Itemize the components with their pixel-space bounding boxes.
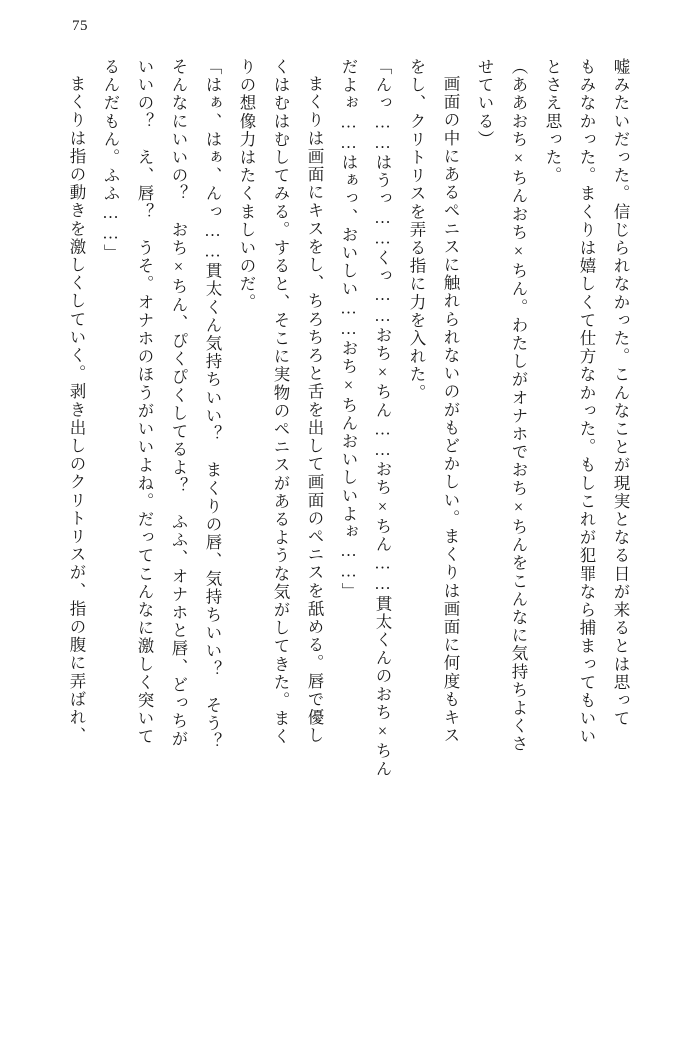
text-line: いいの？ え、唇？ うそ。オナホのほうがいいよね。だってこんなに激しく突いて [135,58,154,746]
text-line: せている） [475,58,494,149]
text-line: まくりは画面にキスをし、ちろちろと舌を出して画面のペニスを舐める。唇で優し [305,75,324,745]
text-line: 嘘みたいだった。信じられなかった。こんなことが現実となる日が来るとは思って [611,58,630,728]
text-line: （ああおち×ちんおち×ちん。わたしがオナホでおち×ちんをこんなに気持ちよくさ [509,58,528,754]
text-line: くはむはむしてみる。すると、そこに実物のペニスがあるような気がしてきた。まく [271,58,290,746]
page-number: 75 [72,18,88,34]
text-line: 「はぁ、はぁ、んっ……貫太くん気持ちいい？ まくりの唇、気持ちいい？ そう？ [203,58,222,751]
text-line: だよぉ……はぁっ、おいしい……おち×ちんおいしいよぉ……」 [339,58,358,601]
text-line: をし、クリトリスを弄る指に力を入れた。 [407,58,426,402]
text-line: とさえ思った。 [543,58,562,185]
text-line: もみなかった。まくりは嬉しくて仕方なかった。もしこれが犯罪なら捕まってもいい [577,58,596,746]
text-line: まくりは指の動きを激しくしていく。剥き出しのクリトリスが、指の腹に弄ばれ、 [67,75,86,745]
vertical-text-body [56,58,637,1022]
text-line: 「んっ……はうっ……くっ……おち×ちん……おち×ちん……貫太くんのおち×ちん [373,58,392,779]
text-line: るんだもん。ふふ……」 [101,58,120,263]
text-line: 画面の中にあるペニスに触れられないのがもどかしい。まくりは画面に何度もキス [441,75,460,745]
text-line: りの想像力はたくましいのだ。 [237,58,256,312]
text-line: そんなにいいの？ おち×ちん、ぴくぴくしてるよ？ ふふ、オナホと唇、どっちが [169,58,188,749]
